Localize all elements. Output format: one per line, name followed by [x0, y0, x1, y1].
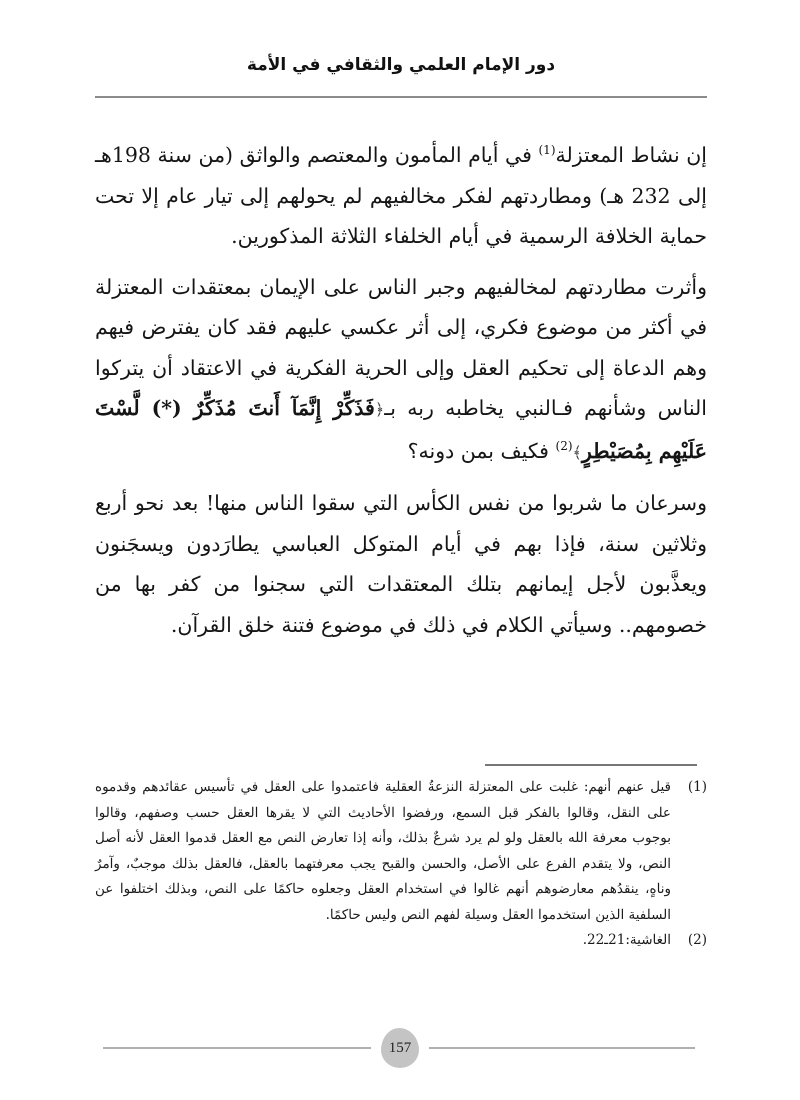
footnote-number: (1)	[687, 779, 707, 795]
footnote-ref-1[interactable]: (1)	[538, 143, 556, 158]
verse-open-ornament: ﴿	[374, 400, 385, 419]
paragraph-1-text-start: إن نشاط المعتزلة	[555, 143, 708, 167]
verse-close-ornament: ﴾	[572, 442, 582, 462]
footnote-ref-2[interactable]: (2)	[555, 438, 573, 453]
paragraph-2-text-end: فكيف بمن دونه؟	[407, 438, 556, 463]
paragraph-2-text-start: وأثرت مطاردتهم لمخالفيهم وجبر الناس على الإيمان بمعتقدات المعتزلة في أكثر من موضوع فكري، إلى أثر عكسي عليهم فقد كان يفترض فيهم وهم الدعاة إلى تحكيم العقل وإلى الحرية الفكرية في الاعتقاد أن يتركوا الناس وشأنهم فـالنبي يخاطبه ربه بـ	[95, 274, 707, 420]
paragraph-3: وسرعان ما شربوا من نفس الكأس التي سقوا الناس منها! بعد نحو أربع وثلاثين سنة، فإذا بهم في أيام المتوكل العباسي يطارَدون ويسجَنون ويعذَّبون لأجل إيمانهم بتلك المعتقدات التي سجنوا من كفر بها من خصومهم.. وسيأتي الكلام في ذلك في موضوع فتنة خلق القرآن.	[95, 491, 707, 637]
footnote-text: الغاشية:21ـ22.	[582, 932, 671, 948]
footnote-1	[95, 775, 707, 928]
footnote-text: قيل عنهم أنهم: غلبت على المعتزلة النزعةُ العقلية فاعتمدوا على العقل في تأسيس عقائدهم وقدموه على النقل، وقالوا بالفكر قبل السمع، ورفضوا الأحاديث التي لا يقرها العقل حسب وصفهم، وقالوا بوجوب معرفة الله بالعقل ولو لم يرد شرعٌ بذلك، وأنه إذا تعارض النص مع العقل قدموا العقل لأنه أصل النص، ولا يتقدم الفرع على الأصل، والحسن والقبح يجب معرفتهما بالعقل، فالعقل بذلك موجبٌ، وآمرٌ وناهٍ، ينقدُهم معارضوهم أنهم غالوا في استخدام العقل وجعلوه حاكمًا على النص، وبذلك اختلفوا عن السلفية الذين استخدموا العقل وسيلة لفهم النص وليس حاكمًا.	[95, 779, 671, 923]
footnote-divider	[485, 764, 697, 766]
running-title: دور الإمام العلمي والثقافي في الأمة	[246, 55, 556, 75]
page-number: 157	[388, 1039, 412, 1056]
main-text	[95, 135, 707, 655]
header-divider	[95, 96, 707, 98]
paragraph-1-text-end: في أيام المأمون والمعتصم والواثق (من سنة 198هـ إلى 232 هـ) ومطاردتهم لفكر مخالفيهم لم يحولهم إلى تيار عام إلا تحت حماية الخلافة الرسمية في أيام الخلفاء الثلاثة المذكورين.	[95, 143, 707, 248]
footnote-number: (2)	[687, 932, 707, 948]
footnote-2	[95, 928, 707, 954]
quran-verse: فَذَكِّرْ إِنَّمَآ أَنتَ مُذَكِّرٌ (*) لَّسْتَ عَلَيْهِم بِمُصَيْطِرٍ	[95, 396, 707, 463]
paragraph-2	[95, 267, 707, 474]
paragraph-1	[95, 135, 707, 257]
footnotes	[95, 775, 707, 954]
page-number-badge	[381, 1028, 419, 1068]
